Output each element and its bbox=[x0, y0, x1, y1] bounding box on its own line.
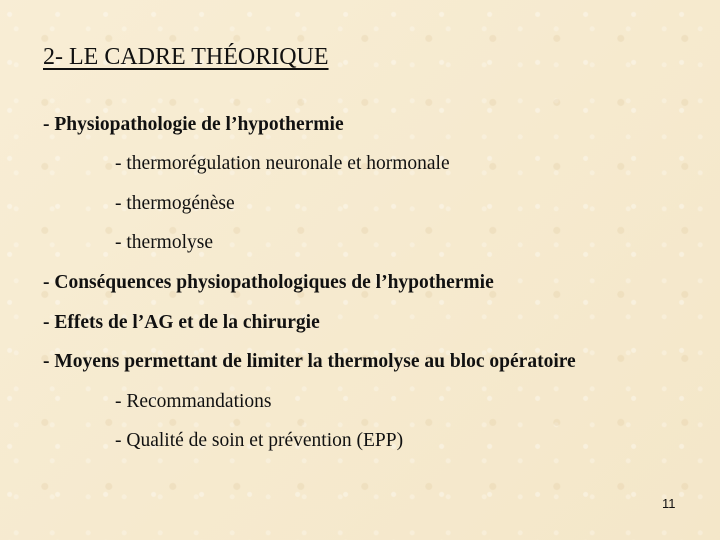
slide-title: 2- LE CADRE THÉORIQUE bbox=[43, 44, 329, 70]
section-consequences: - Conséquences physiopathologiques de l’hypothermie bbox=[43, 272, 494, 293]
subitem-qualite-soin: - Qualité de soin et prévention (EPP) bbox=[115, 430, 404, 451]
page-number: 11 bbox=[662, 496, 676, 511]
subitem-thermogenese: - thermogénèse bbox=[115, 193, 235, 214]
subitem-thermolyse: - thermolyse bbox=[115, 232, 214, 253]
subitem-recommandations: - Recommandations bbox=[115, 391, 272, 412]
section-effets-ag: - Effets de l’AG et de la chirurgie bbox=[43, 312, 320, 333]
section-physiopathologie: - Physiopathologie de l’hypothermie bbox=[43, 114, 344, 135]
section-moyens: - Moyens permettant de limiter la thermolyse au bloc opératoire bbox=[43, 351, 576, 372]
subitem-thermoregulation: - thermorégulation neuronale et hormonale bbox=[115, 153, 450, 174]
